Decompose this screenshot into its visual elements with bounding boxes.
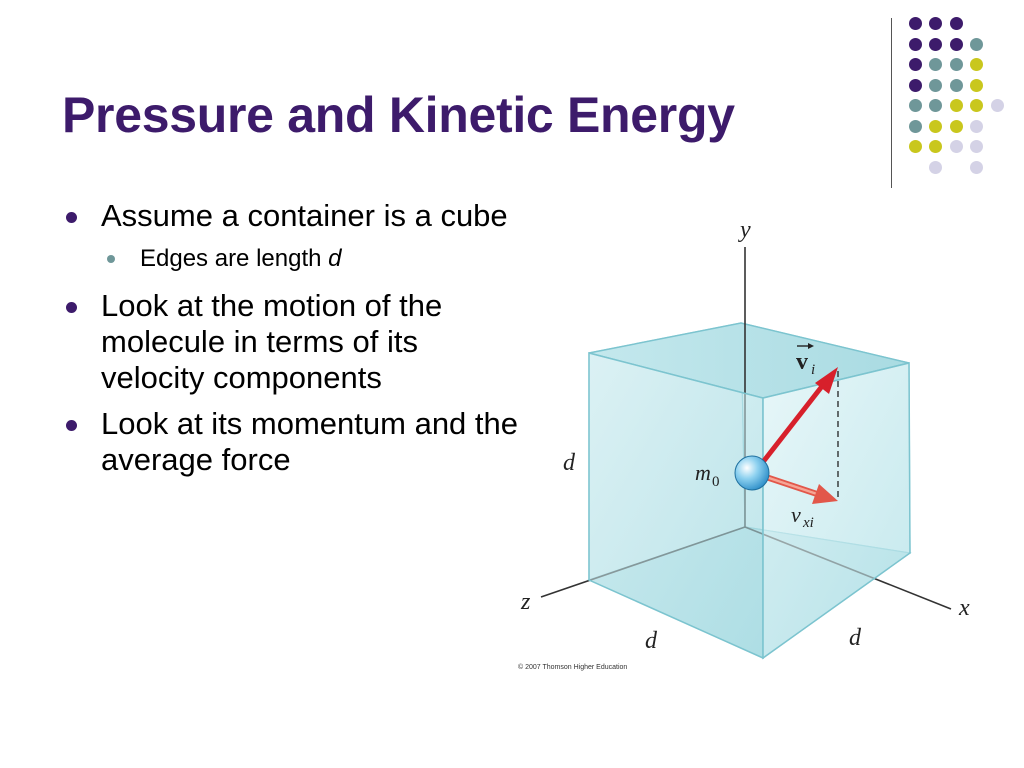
edge-label-front: d [645, 628, 657, 654]
decorative-dot [929, 58, 942, 71]
decorative-dot [970, 99, 983, 112]
z-axis-label: z [521, 589, 531, 615]
decorative-dot [929, 17, 942, 30]
cube-front-face [589, 353, 763, 658]
slide-title: Pressure and Kinetic Energy [62, 87, 735, 143]
molecule-ball [735, 456, 769, 490]
sub-bullet-edges-text: Edges are length [140, 245, 329, 272]
svg-text:v: v [791, 502, 801, 527]
svg-text:0: 0 [712, 474, 720, 490]
cube-right-face [763, 363, 910, 658]
svg-text:xi: xi [803, 515, 814, 531]
decorative-dot [909, 17, 922, 30]
edge-label-left: d [563, 450, 575, 476]
decorative-dot [950, 38, 963, 51]
sub-bullet-edges [62, 244, 522, 274]
bullet-momentum: Look at its momentum and the average force [62, 406, 522, 478]
svg-text:m: m [695, 460, 711, 485]
svg-text:i: i [811, 362, 816, 378]
decorative-dot [970, 79, 983, 92]
x-axis-label: x [959, 595, 970, 621]
decorative-dot [970, 58, 983, 71]
svg-text:v: v [796, 349, 808, 375]
decorative-dot [929, 99, 942, 112]
decorative-dot [909, 120, 922, 133]
cube-molecule-diagram [505, 205, 1005, 685]
decorative-dot [909, 79, 922, 92]
decorative-dot [970, 140, 983, 153]
decorative-dot [929, 120, 942, 133]
decorative-dot [950, 99, 963, 112]
bullet-motion: Look at the motion of the molecule in terms of its velocity components [62, 288, 522, 396]
decorative-dot [970, 161, 983, 174]
bullet-cube: Assume a container is a cube [62, 198, 522, 234]
decorative-dot [950, 17, 963, 30]
decorative-dot [909, 38, 922, 51]
bullet-list [62, 198, 522, 488]
decorative-dot-grid [0, 0, 1024, 200]
copyright-text: © 2007 Thomson Higher Education [518, 664, 628, 671]
decorative-dot [909, 140, 922, 153]
sub-bullet-edges-variable: d [328, 245, 342, 272]
y-axis-label: y [740, 217, 751, 243]
decorative-dot [950, 120, 963, 133]
edge-label-right: d [849, 625, 861, 651]
decorative-dot [950, 58, 963, 71]
decorative-dot [929, 140, 942, 153]
decorative-dot [950, 140, 963, 153]
decorative-dot [929, 79, 942, 92]
decorative-dot [929, 161, 942, 174]
decorative-dot [970, 38, 983, 51]
decorative-dot [929, 38, 942, 51]
decorative-dot [909, 99, 922, 112]
decorative-dot [970, 120, 983, 133]
decorative-dot [991, 99, 1004, 112]
decorative-dot [909, 58, 922, 71]
decorative-dot [950, 79, 963, 92]
